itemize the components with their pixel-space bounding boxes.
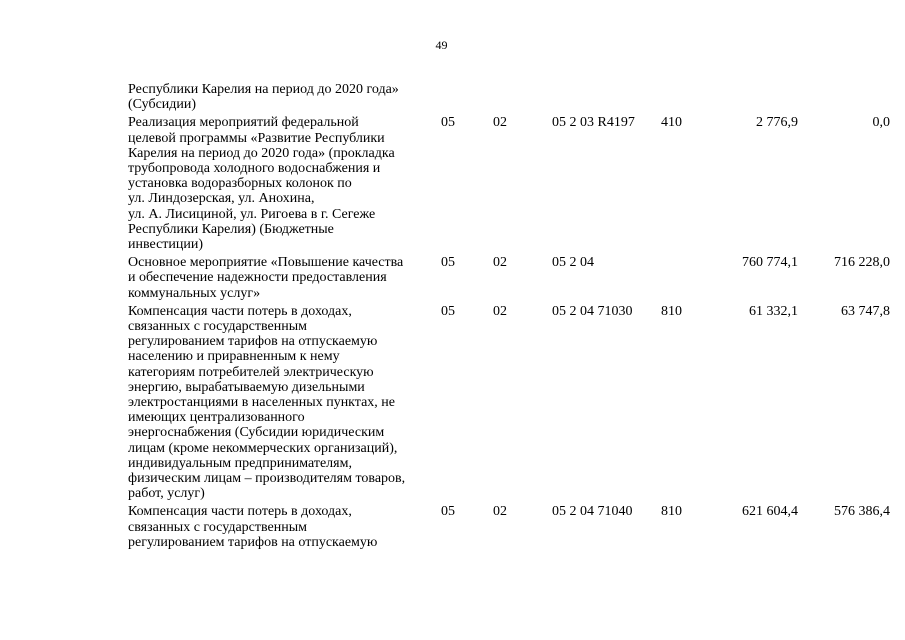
section-code: 05 [441, 504, 455, 520]
page-number: 49 [435, 38, 448, 52]
section-code: 05 [441, 115, 455, 131]
target-article-code: 05 2 04 [552, 255, 594, 271]
amount-year1: 2 776,9 [756, 115, 798, 131]
target-article-code: 05 2 03 R4197 [552, 115, 635, 131]
amount-year2: 63 747,8 [841, 303, 890, 319]
row-description: Республики Карелия на период до 2020 года» (Субсидии) [128, 82, 399, 113]
table-row [128, 255, 890, 301]
table-row [128, 115, 890, 252]
section-code: 05 [441, 255, 455, 271]
subsection-code: 02 [493, 255, 507, 271]
subsection-code: 02 [493, 504, 507, 520]
target-article-code: 05 2 04 71040 [552, 504, 633, 520]
amount-year2: 576 386,4 [834, 504, 890, 520]
amount-year1: 621 604,4 [742, 504, 798, 520]
amount-year1: 760 774,1 [742, 255, 798, 271]
row-description: Компенсация части потерь в доходах, связанных с государственным регулированием тарифов на отпускаемую населению и приравненным к нему категориям потребителей электрическую энергию, вырабатываемую дизельными электростанциями в населенных пунктах, не имеющих централизованного энергоснабжения (Субсидии юридическим лицам (кроме некоммерческих организаций), индивидуальным предпринимателям, физическим лицам – производителям товаров, работ, услуг) [128, 303, 406, 502]
expense-type-code: 810 [661, 303, 682, 319]
target-article-code: 05 2 04 71030 [552, 303, 633, 319]
amount-year2: 0,0 [872, 115, 890, 131]
table-row [128, 82, 890, 112]
row-description: Основное мероприятие «Повышение качества и обеспечение надежности предоставления коммунальных услуг» [128, 255, 404, 301]
expense-type-code: 410 [661, 115, 682, 131]
subsection-code: 02 [493, 115, 507, 131]
subsection-code: 02 [493, 303, 507, 319]
row-description: Компенсация части потерь в доходах, связанных с государственным регулированием тарифов на отпускаемую [128, 504, 378, 550]
table-row [128, 504, 890, 550]
amount-year1: 61 332,1 [749, 303, 798, 319]
row-description: Реализация мероприятий федеральной целевой программы «Развитие Республики Карелия на период до 2020 года» (прокладка трубопровода холодного водоснабжения и установка водоразборных колонок по ул. Линдозерская, ул. Анохина, ул. А. Лисициной, ул. Ригоева в г. Сегеже Республики Карелия) (Бюджетные инвестиции) [128, 115, 395, 253]
section-code: 05 [441, 303, 455, 319]
budget-table [128, 82, 890, 550]
table-row [128, 304, 890, 502]
amount-year2: 716 228,0 [834, 255, 890, 271]
expense-type-code: 810 [661, 504, 682, 520]
